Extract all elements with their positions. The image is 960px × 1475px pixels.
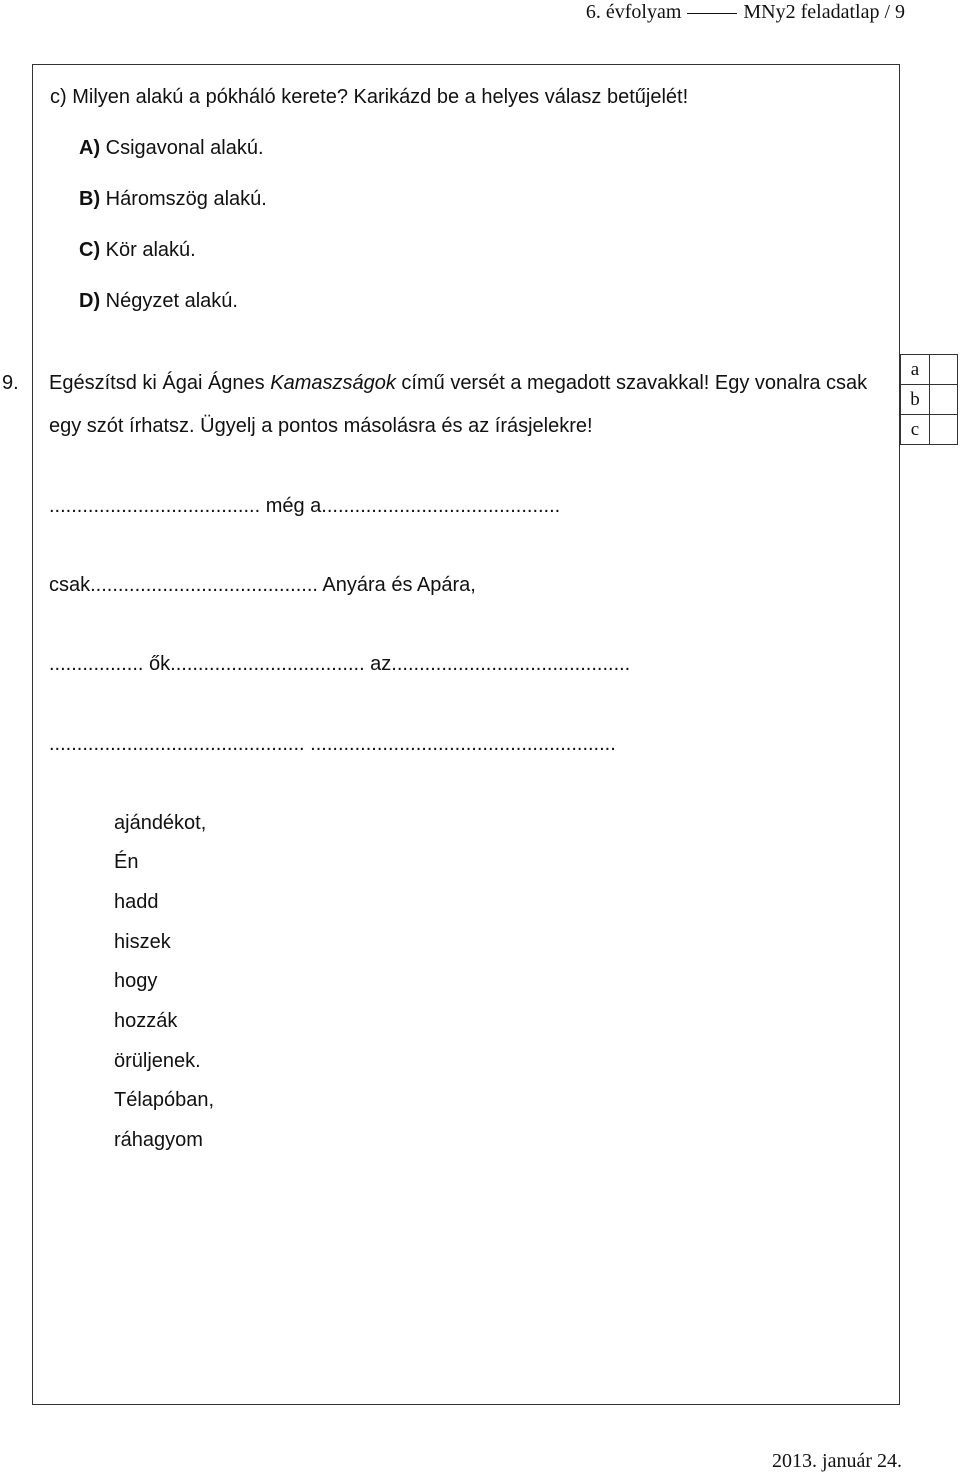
option-letter: A) xyxy=(79,137,101,159)
score-label-b: b xyxy=(901,385,930,415)
option-a[interactable] xyxy=(79,137,264,160)
task-number: 9. xyxy=(2,372,19,394)
header-grade: 6. évfolyam xyxy=(585,1,682,23)
word-bank-item: Télapóban, xyxy=(114,1089,215,1111)
word-bank-item: hogy xyxy=(114,970,158,992)
option-d[interactable] xyxy=(79,290,238,313)
option-b[interactable] xyxy=(79,188,267,211)
word-bank-item: örüljenek. xyxy=(114,1050,201,1072)
word-bank-item: hadd xyxy=(114,891,159,913)
word-bank-item: hiszek xyxy=(114,931,171,953)
option-text: Négyzet alakú. xyxy=(105,290,238,312)
score-box[interactable] xyxy=(930,415,958,445)
poem-line[interactable]: csak......................................... Anyára és Apára, xyxy=(49,574,476,596)
word-bank-item: ráhagyom xyxy=(114,1129,203,1151)
question-c-prompt: c) Milyen alakú a pókháló kerete? Karikázd be a helyes válasz betűjelét! xyxy=(50,86,689,108)
task-instruction-line1 xyxy=(49,372,867,395)
option-c[interactable] xyxy=(79,239,196,262)
task-instruction-line2: egy szót írhatsz. Ügyelj a pontos másolásra és az írásjelekre! xyxy=(49,415,593,437)
instruction-text: című versét a megadott szavakkal! Egy vonalra csak xyxy=(395,372,868,394)
option-text: Kör alakú. xyxy=(105,239,196,261)
option-letter: C) xyxy=(79,239,101,261)
header-sheet: MNy2 feladatlap / 9 xyxy=(743,1,905,23)
score-grid xyxy=(900,354,958,445)
poem-line[interactable]: .............................................. ....................................................... xyxy=(49,733,616,755)
poem-title: Kamaszságok xyxy=(270,372,396,394)
poem-line[interactable]: ...................................... még a........................................... xyxy=(49,495,561,517)
score-box[interactable] xyxy=(930,385,958,415)
header-divider xyxy=(687,13,737,14)
option-text: Háromszög alakú. xyxy=(105,188,267,210)
word-bank-item: Én xyxy=(114,851,139,873)
score-label-a: a xyxy=(901,355,930,385)
instruction-text: Egészítsd ki Ágai Ágnes xyxy=(49,372,271,394)
score-label-c: c xyxy=(901,415,930,445)
footer-date: 2013. január 24. xyxy=(772,1450,902,1472)
score-box[interactable] xyxy=(930,355,958,385)
option-letter: B) xyxy=(79,188,101,210)
page-header xyxy=(586,1,905,24)
option-letter: D) xyxy=(79,290,101,312)
poem-line[interactable]: ................. ők................................... az........................................... xyxy=(49,653,631,675)
word-bank-item: ajándékot, xyxy=(114,812,207,834)
word-bank-item: hozzák xyxy=(114,1010,178,1032)
option-text: Csigavonal alakú. xyxy=(105,137,264,159)
